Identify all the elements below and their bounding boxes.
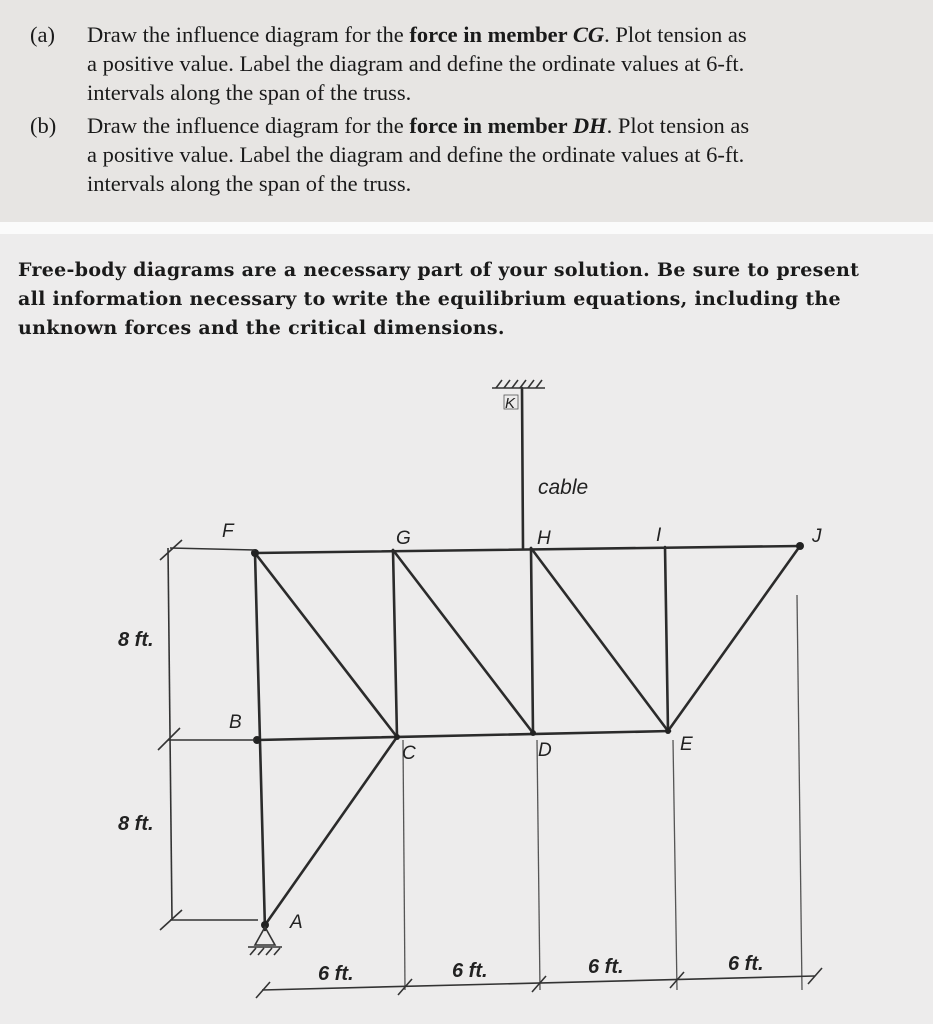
vertical-dimensions bbox=[158, 540, 258, 930]
member-EI bbox=[665, 547, 668, 731]
cable-support-icon bbox=[492, 380, 545, 388]
part-a-line-3: intervals along the span of the truss. bbox=[87, 80, 412, 105]
part-b-label: (b) bbox=[30, 113, 57, 138]
dim-label-span-3: 6 ft. bbox=[588, 956, 624, 978]
cable-label: cable bbox=[538, 476, 589, 499]
instructions-line-1: Free-body diagrams are a necessary part of your solution. Be sure to present bbox=[18, 259, 860, 281]
joint-E bbox=[665, 728, 671, 734]
dim-label-span-1: 6 ft. bbox=[318, 963, 354, 985]
part-b-line-2: a positive value. Label the diagram and define the ordinate values at 6-ft. bbox=[87, 142, 745, 167]
label-H: H bbox=[537, 528, 551, 549]
dim-label-lower: 8 ft. bbox=[118, 813, 154, 835]
cable-HK bbox=[522, 388, 523, 548]
label-A: A bbox=[290, 912, 303, 933]
member-CG bbox=[393, 550, 397, 737]
label-E: E bbox=[680, 734, 693, 755]
part-a-line-1: Draw the influence diagram for the force in member CG. Plot tension as bbox=[87, 22, 747, 47]
member-FC bbox=[255, 553, 397, 737]
part-a-line-2: a positive value. Label the diagram and define the ordinate values at 6-ft. bbox=[87, 51, 745, 76]
part-b-line-1: Draw the influence diagram for the force in member DH. Plot tension as bbox=[87, 113, 750, 138]
joint-J bbox=[796, 542, 804, 550]
dim-label-span-2: 6 ft. bbox=[452, 960, 488, 982]
joint-D bbox=[530, 730, 536, 736]
label-K: K bbox=[505, 395, 516, 412]
member-EJ bbox=[668, 546, 800, 731]
part-a-label: (a) bbox=[30, 22, 55, 47]
label-C: C bbox=[402, 743, 416, 764]
member-AC bbox=[265, 737, 397, 925]
instructions-line-3: unknown forces and the critical dimensions. bbox=[18, 317, 505, 339]
label-F: F bbox=[222, 521, 234, 542]
member-DH bbox=[531, 548, 533, 733]
member-GD bbox=[393, 550, 533, 733]
label-I: I bbox=[656, 525, 662, 546]
bottom-chord bbox=[257, 731, 670, 740]
dim-label-span-4: 6 ft. bbox=[728, 953, 764, 975]
label-J: J bbox=[812, 526, 822, 547]
top-chord bbox=[255, 546, 800, 553]
label-G: G bbox=[396, 528, 411, 549]
label-B: B bbox=[229, 712, 242, 733]
part-b-line-3: intervals along the span of the truss. bbox=[87, 171, 412, 196]
instructions-line-2: all information necessary to write the equilibrium equations, including the bbox=[18, 288, 841, 310]
joint-C bbox=[394, 734, 400, 740]
label-D: D bbox=[538, 740, 552, 761]
dim-label-upper: 8 ft. bbox=[118, 629, 154, 651]
member-HE bbox=[531, 548, 668, 731]
projection-lines bbox=[403, 595, 802, 990]
